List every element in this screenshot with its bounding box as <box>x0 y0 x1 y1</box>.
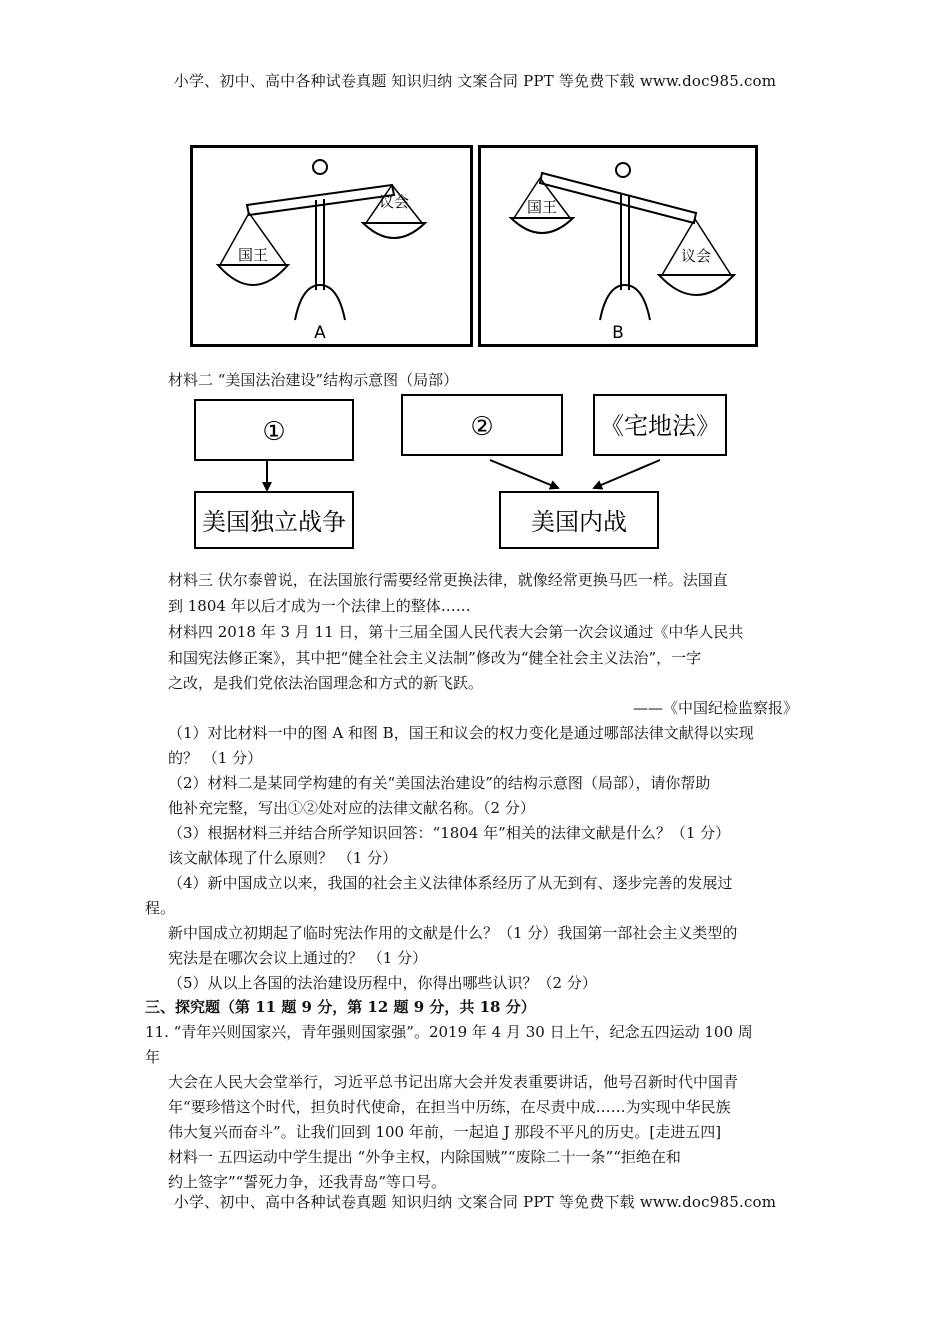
scale-b-caption: B <box>612 323 624 343</box>
scale-a-caption: A <box>314 323 326 343</box>
question-11-line-2: 年 <box>145 1048 161 1066</box>
section-3-heading: 三、探究题（第 11 题 9 分，第 12 题 9 分，共 18 分） <box>145 998 536 1016</box>
scale-b-pan-left-label: 国王 <box>526 198 558 216</box>
scale-b-pan-right-label: 议会 <box>680 247 712 265</box>
material4-line-1: 材料四 2018 年 3 月 11 日，第十三届全国人民代表大会第一次会议通过《中华人民共 <box>168 623 744 641</box>
question-4-line-1: （4）新中国成立以来，我国的社会主义法律体系经历了从无到有、逐步完善的发展过 <box>168 874 733 892</box>
scale-a-pan-left-label: 国王 <box>237 246 269 264</box>
flow-box-1-label: ① <box>262 417 286 447</box>
page-footer: 小学、初中、高中各种试卷真题 知识归纳 文案合同 PPT 等免费下载 www.doc985.com <box>173 1193 777 1211</box>
question-5-line: （5）从以上各国的法治建设历程中，你得出哪些认识？（2 分） <box>168 974 597 992</box>
question-11-line-4: 年“要珍惜这个时代，担负时代使命，在担当中历练，在尽责中成……为实现中华民族 <box>168 1098 731 1116</box>
flow-box-3-label: 《宅地法》 <box>600 412 720 440</box>
page-header: 小学、初中、高中各种试卷真题 知识归纳 文案合同 PPT 等免费下载 www.doc985.com <box>173 72 777 90</box>
question-3-line-2: 该文献体现了什么原则？ （1 分） <box>168 849 398 867</box>
question-11-line-3: 大会在人民大会堂举行，习近平总书记出席大会并发表重要讲话，他号召新时代中国青 <box>168 1073 739 1091</box>
flow-box-4-label: 美国独立战争 <box>202 508 346 536</box>
question-4-line-4: 宪法是在哪次会议上通过的？ （1 分） <box>168 949 428 967</box>
question-2-line-2: 他补充完整，写出①②处对应的法律文献名称。（2 分） <box>168 799 535 817</box>
material4-line-3: 之改，是我们党依法治国理念和方式的新飞跃。 <box>168 674 484 692</box>
scale-figure-b <box>478 145 758 347</box>
question-1-line-1: （1）对比材料一中的图 A 和图 B，国王和议会的权力变化是通过哪部法律文献得以实现 <box>168 724 754 742</box>
material2-title: 材料二 “美国法治建设”结构示意图（局部） <box>168 371 459 389</box>
material3-line-1: 材料三 伏尔泰曾说，在法国旅行需要经常更换法律，就像经常更换马匹一样。法国直 <box>168 571 728 589</box>
question-11-material1-line-2: 约上签字”“誓死力争，还我青岛”等口号。 <box>168 1173 447 1191</box>
question-3-line-1: （3）根据材料三并结合所学知识回答：“1804 年”相关的法律文献是什么？（1 分） <box>168 824 731 842</box>
question-11-line-5: 伟大复兴而奋斗”。让我们回到 100 年前，一起追 J 那段不平凡的历史。[走进五四] <box>168 1123 722 1141</box>
flow-box-2-label: ② <box>470 412 494 442</box>
flow-arrow-2 <box>490 460 558 488</box>
question-11-material1-line-1: 材料一 五四运动中学生提出 “外争主权，内除国贼”“废除二十一条”“拒绝在和 <box>168 1148 681 1166</box>
flow-box-5-label: 美国内战 <box>531 508 627 536</box>
question-4-line-2: 程。 <box>145 899 176 917</box>
scale-a-pan-right-label: 议会 <box>378 193 410 211</box>
question-11-line-1: 11. “青年兴则国家兴，青年强则国家强”。2019 年 4 月 30 日上午，纪念五四运动 100 周 <box>145 1023 753 1041</box>
scale-figure-a <box>190 145 473 347</box>
question-1-line-2: 的？ （1 分） <box>168 749 263 767</box>
question-2-line-1: （2）材料二是某同学构建的有关“美国法治建设”的结构示意图（局部），请你帮助 <box>168 774 711 792</box>
material4-source: ——《中国纪检监察报》 <box>632 699 798 717</box>
question-4-line-3: 新中国成立初期起了临时宪法作用的文献是什么？（1 分）我国第一部社会主义类型的 <box>168 924 738 942</box>
flow-arrow-3 <box>594 460 660 488</box>
material3-line-2: 到 1804 年以后才成为一个法律上的整体…… <box>168 597 471 615</box>
law-structure-diagram <box>190 392 740 552</box>
material4-line-2: 和国宪法修正案》，其中把“健全社会主义法制”修改为“健全社会主义法治”，一字 <box>168 649 702 667</box>
